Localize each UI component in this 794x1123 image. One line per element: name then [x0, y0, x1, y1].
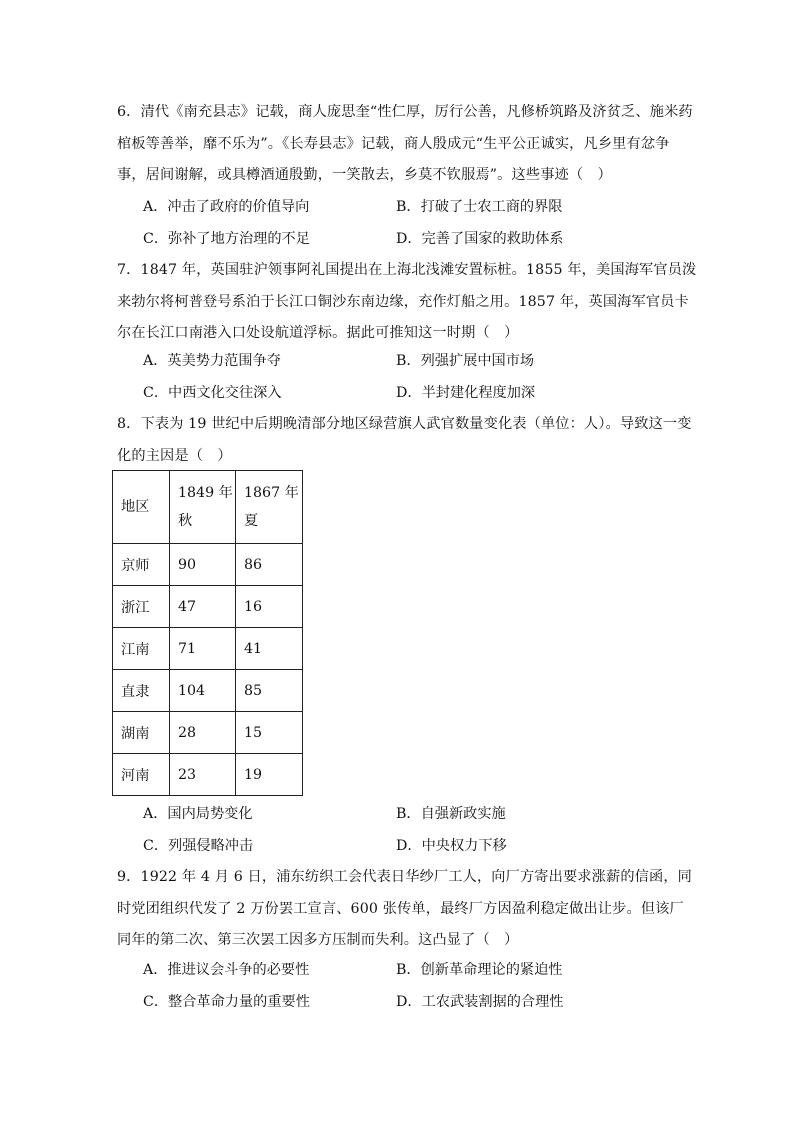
table-cell: 19: [236, 754, 303, 796]
table-cell: 15: [236, 712, 303, 754]
question-6-option-a: A．冲击了政府的价值导向: [143, 199, 310, 215]
table-cell: 湖南: [113, 712, 170, 754]
table-row: [113, 586, 303, 628]
table-cell: 86: [236, 544, 303, 586]
question-8-option-a: A．国内局势变化: [143, 806, 253, 822]
table-cell: 江南: [113, 628, 170, 670]
question-7-option-a: A．英美势力范围争夺: [143, 353, 281, 369]
question-9-option-d: D．工农武装割据的合理性: [396, 993, 564, 1010]
question-9-option-c: C．整合革命力量的重要性: [143, 993, 310, 1010]
question-6-option-d: D．完善了国家的救助体系: [396, 230, 564, 247]
question-7-option-b: B．列强扩展中国市场: [396, 353, 535, 369]
question-6-option-b: B．打破了士农工商的界限: [396, 199, 563, 215]
table-row: [113, 670, 303, 712]
table-cell: 28: [170, 712, 236, 754]
question-8-option-d: D．中央权力下移: [396, 837, 507, 854]
question-9-option-b: B．创新革命理论的紧迫性: [396, 962, 563, 978]
table-cell: 直隶: [113, 670, 170, 712]
table-header-1867: 1867 年夏: [236, 471, 303, 544]
table-cell: 71: [170, 628, 236, 670]
table-cell: 85: [236, 670, 303, 712]
table-cell: 浙江: [113, 586, 170, 628]
table-header-row: [113, 471, 303, 544]
table-cell: 41: [236, 628, 303, 670]
table-row: [113, 712, 303, 754]
question-9-stem: 9．1922 年 4 月 6 日，浦东纺织工会代表日华纱厂工人，向厂方寄出要求涨薪的信函，同时党团组织代发了 2 万份罢工宣言、600 张传单，最终厂方因盈利稳定做出让步。但该厂同年的第二次、第三次罢工因多方压制而失利。这凸显了（ ）: [117, 869, 693, 948]
question-7-stem: 7．1847 年，英国驻沪领事阿礼国提出在上海北浅滩安置标桩。1855 年，美国海军官员泼来勃尔将柯普登号系泊于长江口铜沙东南边缘，充作灯船之用。1857 年，英国海军官员卡尔在长江口南港入口处设航道浮标。据此可推知这一时期（ ）: [117, 262, 697, 341]
question-9-options: [143, 955, 703, 1018]
table-cell: 104: [170, 670, 236, 712]
table-cell: 90: [170, 544, 236, 586]
question-6-stem: 6．清代《南充县志》记载，商人庞思奎“性仁厚，厉行公善，凡修桥筑路及济贫乏、施米药棺板等善举，靡不乐为”。《长寿县志》记载，商人殷成元“生平公正诚实，凡乡里有忿争事，居间谢解，或具樽酒通殷勤，一笑散去，乡莫不钦服焉”。这些事迹（ ）: [117, 104, 693, 183]
question-6-options: [143, 192, 703, 255]
question-7-option-d: D．半封建化程度加深: [396, 384, 536, 401]
question-8-option-b: B．自强新政实施: [396, 806, 506, 822]
table-cell: 23: [170, 754, 236, 796]
officer-count-table: [112, 470, 303, 796]
table-cell: 16: [236, 586, 303, 628]
question-8-stem: 8．下表为 19 世纪中后期晚清部分地区绿营旗人武官数量变化表（单位：人）。导致这一变化的主因是（ ）: [117, 416, 692, 464]
question-8-option-c: C．列强侵略冲击: [143, 837, 254, 854]
question-8-options: [143, 799, 703, 862]
question-7-options: [143, 346, 703, 409]
table-cell: 47: [170, 586, 236, 628]
table-header-region: 地区: [113, 471, 170, 544]
question-9-option-a: A．推进议会斗争的必要性: [143, 962, 310, 978]
table-row: [113, 544, 303, 586]
table-row: [113, 628, 303, 670]
question-7-option-c: C．中西文化交往深入: [143, 384, 282, 401]
question-6-option-c: C．弥补了地方治理的不足: [143, 230, 310, 247]
table-row: [113, 754, 303, 796]
table-cell: 河南: [113, 754, 170, 796]
table-cell: 京师: [113, 544, 170, 586]
table-header-1849: 1849 年秋: [170, 471, 236, 544]
